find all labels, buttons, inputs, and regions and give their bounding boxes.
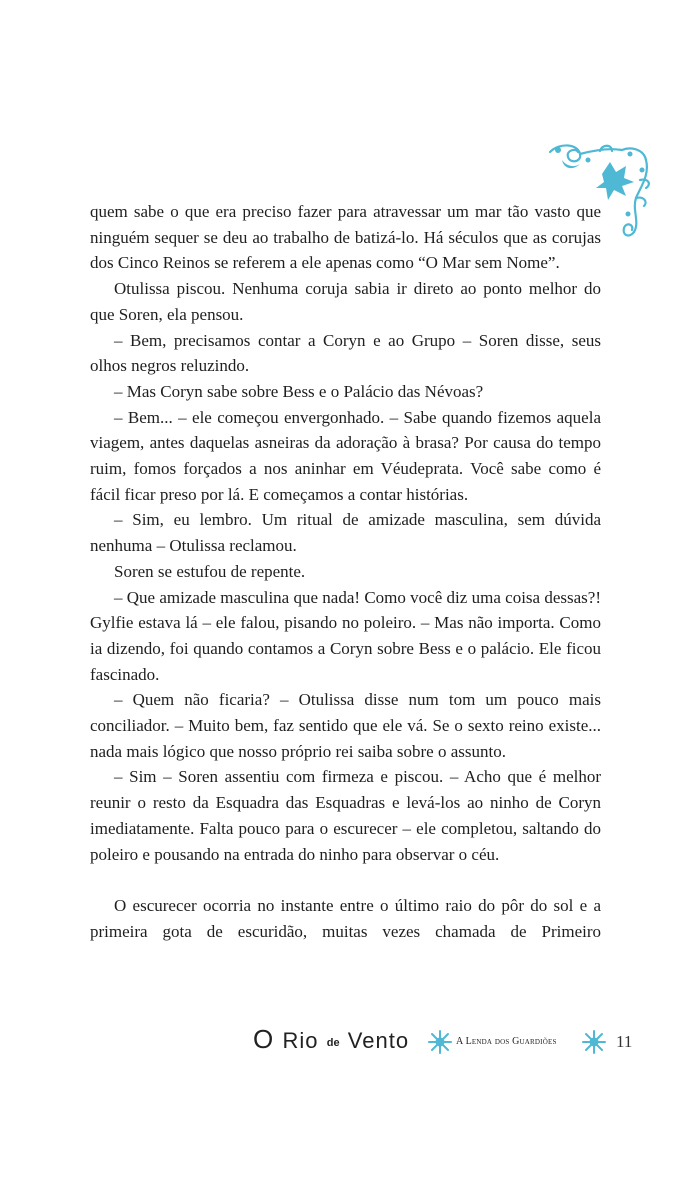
snowflake-ornament-icon	[427, 1029, 453, 1055]
paragraph: O escurecer ocorria no instante entre o último raio do pôr do sol e a primeira gota de escuridão, muitas vezes chamada de Primeiro	[90, 896, 601, 941]
page-number: 11	[616, 1032, 633, 1051]
series-title: A Lenda dos Guardiões	[456, 1036, 557, 1047]
paragraph: – Bem, precisamos contar a Coryn e ao Grupo – Soren disse, seus olhos negros reluzindo.	[90, 330, 601, 376]
title-rio: Rio	[282, 1028, 319, 1053]
paragraph: – Sim – Soren assentiu com firmeza e piscou. – Acho que é melhor reunir o resto da Esquadra das Esquadras e levá-los ao ninho de Coryn imediatamente. Falta pouco para o escurecer – ele completou, saltando do poleiro e pousando na entrada do ninho para observar o céu.	[90, 767, 601, 864]
paragraph: – Bem... – ele começou envergonhado. – Sabe quando fizemos aquela viagem, antes daquelas asneiras da adoração à brasa? Por causa do tempo ruim, fomos forçados a nos aninhar em Véudeprata. Você sabe como é fácil ficar preso por lá. E começamos a contar histórias.	[90, 407, 601, 504]
title-vento: Vento	[347, 1028, 410, 1053]
page-footer	[0, 1024, 675, 1064]
title-word: O	[253, 1024, 275, 1054]
paragraph: Soren se estufou de repente.	[114, 561, 306, 581]
paragraph: Otulissa piscou. Nenhuma coruja sabia ir direto ao ponto melhor do que Soren, ela pensou.	[90, 279, 601, 324]
paragraph: quem sabe o que era preciso fazer para atravessar um mar tão vasto que ninguém sequer se deu ao trabalho de batizá-lo. Há séculos que as corujas dos Cinco Reinos se referem a ele apenas como “O Mar sem Nome”.	[90, 202, 601, 273]
snowflake-ornament-icon	[581, 1029, 607, 1055]
book-title	[253, 1024, 409, 1055]
body-text	[90, 199, 601, 945]
paragraph: – Quem não ficaria? – Otulissa disse num tom um pouco mais conciliador. – Muito bem, faz sentido que ele vá. Se o sexto reino existe... nada mais lógico que nosso próprio rei saiba sobre o assunto.	[90, 690, 601, 761]
title-word: de	[326, 1037, 340, 1049]
paragraph: – Que amizade masculina que nada! Como você diz uma coisa dessas?! Gylfie estava lá – ele falou, pisando no poleiro. – Mas não importa. Como ia dizendo, foi quando contamos a Coryn sobre Bess e o palácio. Ele ficou fascinado.	[90, 587, 601, 684]
paragraph: – Mas Coryn sabe sobre Bess e o Palácio das Névoas?	[114, 381, 484, 401]
title-word	[282, 1024, 318, 1054]
paragraph: – Sim, eu lembro. Um ritual de amizade masculina, sem dúvida nenhuma – Otulissa reclamou.	[90, 510, 601, 556]
title-word	[348, 1024, 409, 1054]
